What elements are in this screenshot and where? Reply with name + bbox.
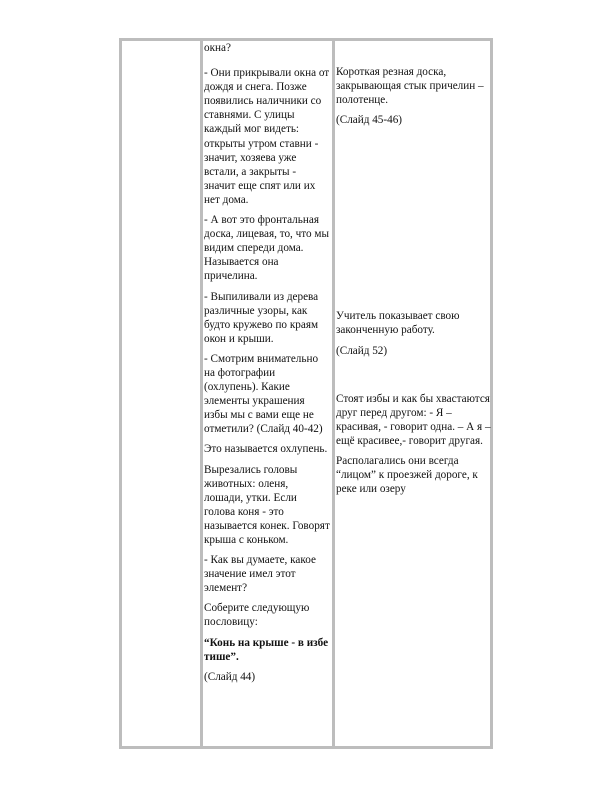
teacher-activity-column (204, 41, 330, 690)
column-divider-2 (332, 41, 335, 746)
paragraph: Стоят избы и как бы хвастаются друг перед другом: - Я – красивая, - говорит одна. – А я – ещё красивее,- говорит другая. (336, 392, 491, 447)
student-activity-column (336, 41, 492, 502)
lesson-table (119, 38, 493, 749)
paragraph: - Как вы думаете, какое значение имел этот элемент? (204, 554, 316, 595)
paragraph: Вырезались головы животных: оленя, лошади, утки. Если голова коня - это называется конек. Говорят крыша с коньком. (204, 463, 330, 546)
paragraph: (Слайд 52) (336, 344, 388, 357)
paragraph: - Они прикрывали окна от дождя и снега. Позже появились наличники со ставнями. С улицы каждый мог видеть: открыты утром ставни - значит, хозяева уже встали, а закрыты - значит еще спят или их нет дома. (204, 67, 330, 206)
paragraph: Располагались они всегда “лицом” к проезжей дороге, к реке или озеру (336, 455, 478, 496)
paragraph: - Выпиливали из дерева различные узоры, как будто кружево по краям окон и крыши. (204, 290, 319, 345)
paragraph: Короткая резная доска, закрывающая стык причелин – полотенце. (336, 66, 484, 107)
proverb: “Конь на крыше - в избе тише”. (204, 636, 329, 663)
paragraph: Это называется охлупень. (204, 443, 328, 456)
paragraph: Учитель показывает свою законченную работу. (336, 310, 460, 337)
paragraph: окна? (204, 42, 231, 54)
paragraph: Соберите следующую пословицу: (204, 602, 310, 629)
paragraph: - Смотрим внимательно на фотографии (охлупень). Какие элементы украшения избы мы с вами еще не отметили? (Слайд 40-42) (204, 352, 323, 436)
paragraph: - А вот это фронтальная доска, лицевая, то, что мы видим спереди дома. Называется она причелина. (204, 214, 330, 283)
column-divider-1 (200, 41, 203, 746)
paragraph: (Слайд 45-46) (336, 114, 403, 127)
paragraph: (Слайд 44) (204, 670, 256, 683)
